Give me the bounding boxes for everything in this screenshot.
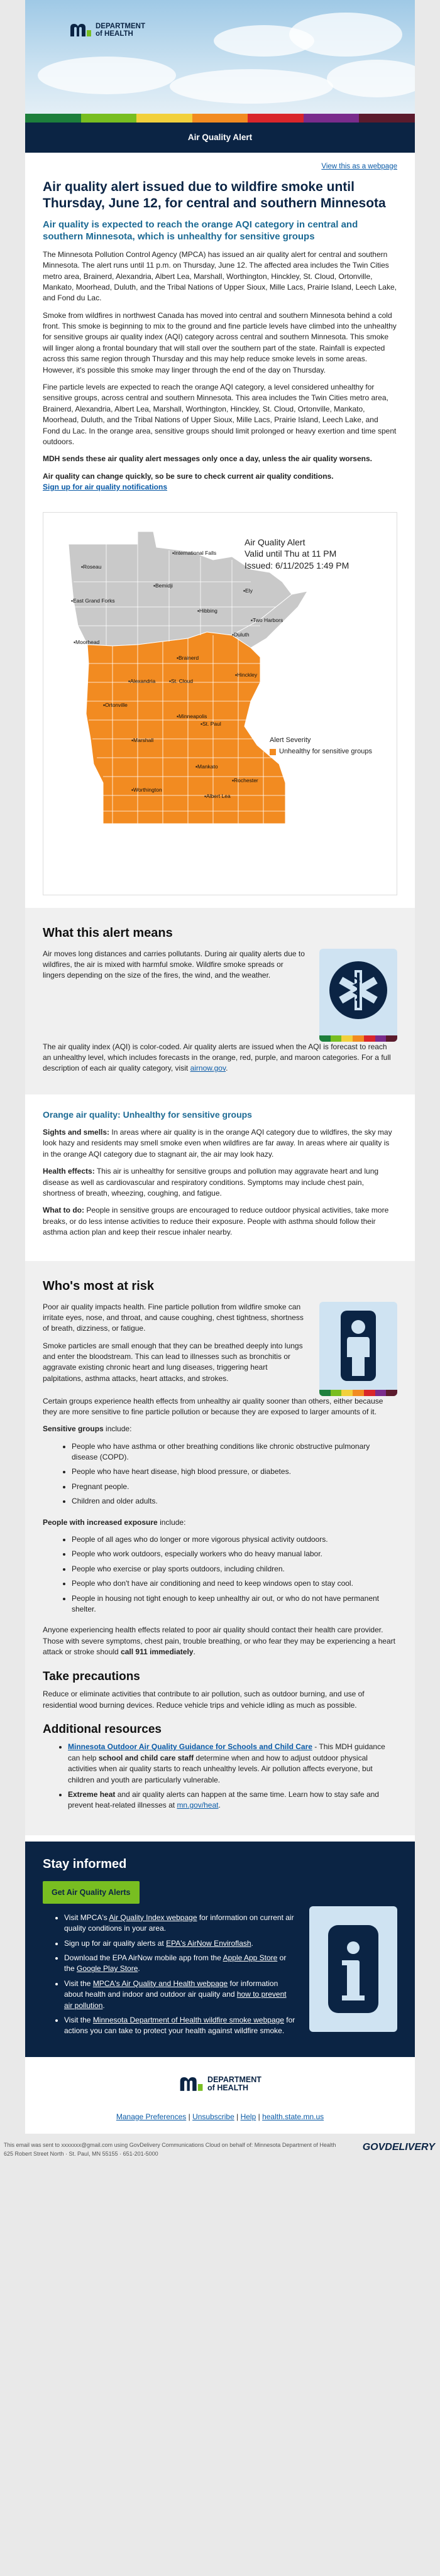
map-issued: Issued: 6/11/2025 1:49 PM (245, 560, 349, 571)
stay-text: . (102, 2000, 105, 2010)
list-item: • People who have heart disease, high blood pressure, or diabetes. (72, 1466, 397, 1477)
aqi-color-stripe (25, 114, 415, 123)
stay-text: . (251, 1938, 253, 1948)
list-item: • People of all ages who do longer or more vigorous physical activity outdoors. (72, 1534, 397, 1545)
map-city-label: ▪Moorhead (74, 638, 100, 645)
orange-aqi-section (25, 1094, 415, 1250)
resource-text: and air quality alerts can happen at the same time. Learn how to stay safe and prevent heat-related illnesses at (68, 1790, 379, 1810)
resource-text: . (218, 1801, 221, 1810)
resources-list (43, 1742, 397, 1821)
help-link[interactable]: Help (240, 2112, 256, 2122)
fine-print-line1: This email was sent to xxxxxxx@gmail.com using GovDelivery Communications Cloud on behalf of: Minnesota Department of Health (4, 2142, 336, 2149)
separator: | (258, 2112, 260, 2122)
footer-logo (179, 2076, 261, 2092)
article-paragraph: Smoke from wildfires in northwest Canada has moved into central and southern Minnesota behind a cold front. This smoke is beginning to mix to the ground and fine particle levels have climbed into the unhealthy for sensitive groups air quality index (AQI) category across central and southern Minnesota. This smoke will linger along a frontal boundary that will stall over the southern part of the state. Rainfall is expected across this same region through Thursday and this may help reduce smoke levels in some areas. However, it's possible this smoke may linger through the end of the day on Thursday. (43, 310, 397, 374)
health-paragraph (43, 1166, 397, 1205)
play-store-link[interactable]: Google Play Store (77, 1964, 138, 1973)
signup-notifications-link[interactable]: Sign up for air quality notifications (43, 483, 168, 492)
footer (25, 2057, 415, 2134)
map-city-label: ▪Marshall (131, 736, 154, 743)
map-city-label: ▪Bemidji (153, 582, 173, 589)
map-city-label: ▪Mankato (195, 763, 218, 770)
info-icon (309, 1906, 397, 2032)
aqi-description-end: . (226, 1064, 228, 1073)
stay-text: Visit MPCA's (64, 1913, 109, 1922)
alert-map (43, 512, 397, 895)
list-item (64, 1953, 295, 1975)
article-paragraph: The Minnesota Pollution Control Agency (MPCA) has issued an air quality alert for central and southern Minnesota. The alert runs until 11 p.m. on Thursday, June 12. The affected area includes the Twin Cities metro area, Brainerd, Alexandria, Albert Lea, Marshall, Worthington, Hinckley, St. Cloud, Ortonville, Mankato, Moorhead, Duluth, and the Tribal Nations of Upper Sioux, Mille Lacs, Prairie Island, Leech Lake, and Fond du Lac. (43, 249, 397, 303)
mdh-smoke-link[interactable]: Minnesota Department of Health wildfire smoke webpage (92, 2016, 284, 2025)
list-item: • People who work outdoors, especially workers who do heavy manual labor. (72, 1549, 397, 1559)
health-text: This air is unhealthy for sensitive groups and pollution may aggravate heart and lung disease as well as cardiovascular and respiratory conditions. Symptoms may include chest pain, shortness of breath, wheezing, coughing, and fatigue. (43, 1167, 379, 1198)
sights-label: Sights and smells: (43, 1128, 110, 1137)
resource-text: determine when and how to adjust outdoor physical activities when air quality starts to reach unhealthy levels. Air pollution affects everyone, but children and youth are particularly vulnerable. (68, 1753, 373, 1784)
map-title: Air Quality Alert (245, 537, 305, 547)
map-city-label: ▪Albert Lea (204, 792, 231, 799)
exposure-intro (43, 1517, 397, 1534)
banner-title: Air Quality Alert (25, 123, 415, 153)
list-item: • People who exercise or play sports outdoors, including children. (72, 1564, 397, 1575)
manage-preferences-link[interactable]: Manage Preferences (116, 2112, 187, 2122)
sensitive-tail: include: (103, 1424, 132, 1434)
sensitive-label: Sensitive groups (43, 1424, 104, 1434)
alert-map-section (25, 499, 415, 908)
map-city-label: ▪St. Paul (201, 720, 221, 727)
health-label: Health effects: (43, 1167, 95, 1176)
list-item (64, 1938, 295, 1949)
mpca-health-link[interactable]: MPCA's Air Quality and Health webpage (92, 1978, 228, 1988)
header-banner (25, 0, 415, 123)
alert-meaning-section (25, 908, 415, 1094)
meaning-heading: What this alert means (43, 925, 173, 940)
stay-text: for information about health and indoor and outdoor air quality and (64, 1978, 278, 1999)
stay-heading: Stay informed (43, 1857, 127, 1871)
risk-section (25, 1261, 415, 1835)
precautions-paragraph: Reduce or eliminate activities that contribute to air pollution, such as outdoor burning, and use of residential wood burning devices. Reduce vehicle trips and vehicle idling as much as possible. (43, 1689, 365, 1710)
orange-heading: Orange air quality: Unhealthy for sensitive groups (43, 1109, 252, 1120)
list-item: • Pregnant people. (72, 1482, 397, 1492)
stay-text: Download the EPA AirNow mobile app from the (64, 1953, 223, 1963)
stay-informed-section (25, 1842, 415, 2057)
emergency-bold: call 911 immediately (118, 1647, 194, 1657)
stay-text: . (138, 1964, 140, 1973)
map-legend (270, 736, 372, 758)
list-item (68, 1789, 397, 1811)
stay-text: Visit the (64, 1978, 93, 1988)
map-city-label: ▪Ely (243, 587, 253, 594)
stay-list (43, 1913, 295, 2037)
school-guidance-link[interactable]: Minnesota Outdoor Air Quality Guidance for Schools and Child Care (68, 1742, 312, 1752)
meaning-paragraph: Air moves long distances and carries pollutants. During air quality alerts due to wildfires, the air is mixed with harmful smoke. Wildfire smoke spreads or lingers depending on the size of the fires, the wind, and the weather. (43, 949, 305, 980)
sensitive-intro (43, 1424, 397, 1441)
todo-label: What to do: (43, 1206, 84, 1215)
alert-title: Air quality alert issued due to wildfire smoke until Thursday, June 12, for central and southern Minnesota (43, 180, 386, 211)
list-item (64, 2015, 295, 2037)
mdh-logo-icon (69, 23, 92, 38)
map-city-label: ▪International Falls (172, 549, 217, 556)
sights-paragraph (43, 1127, 397, 1166)
legend-swatch (270, 749, 276, 755)
stay-text: Visit the (64, 2016, 93, 2025)
map-city-label: ▪East Grand Forks (71, 597, 115, 604)
todo-paragraph (43, 1205, 397, 1244)
aqi-description-text: The air quality index (AQI) is color-coded. Air quality alerts are issued when the AQI is forecast to reach an unhealthy level, which includes forecasts in the orange, red, purple, and maroon categories. For a full description of each air quality category, visit (43, 1042, 391, 1073)
risk-paragraph: Smoke particles are small enough that they can be breathed deeply into lungs and enter the bloodstream. This can lead to illnesses such as bronchitis or aggravate existing chronic heart and lung diseases, triggering heart palpitations, asthma attacks, heart attacks, and strokes. (43, 1341, 303, 1383)
email-container (25, 0, 415, 2134)
logo-line2: of HEALTH (96, 30, 133, 38)
unsubscribe-link[interactable]: Unsubscribe (192, 2112, 234, 2122)
separator: | (236, 2112, 239, 2122)
logo-line1: DEPARTMENT (207, 2075, 261, 2084)
legend-title: Alert Severity (270, 736, 311, 744)
govdelivery-logo: GOVDELIVERY (362, 2142, 435, 2153)
resource-text: - This MDH guidance can help (68, 1742, 385, 1762)
list-item: • Children and older adults. (72, 1496, 397, 1507)
mdh-logo (69, 23, 145, 38)
enviroflash-link[interactable]: EPA's AirNow Enviroflash (166, 1938, 251, 1948)
map-valid: Valid until Thu at 11 PM (245, 548, 337, 559)
emergency-end: . (193, 1647, 195, 1657)
risk-heading: Who's most at risk (43, 1279, 155, 1293)
person-icon (319, 1302, 397, 1396)
view-webpage-link[interactable]: View this as a webpage (321, 162, 397, 170)
map-header (245, 537, 349, 572)
list-item: • People who have asthma or other breathing conditions like chronic obstructive pulmonary disease (COPD). (72, 1441, 397, 1463)
prevent-pollution-link[interactable]: how to prevent air pollution (64, 1990, 287, 2010)
logo-line1: DEPARTMENT (96, 23, 146, 30)
exposure-label: People with increased exposure (43, 1517, 158, 1527)
frequency-note: MDH sends these air quality alert messages only once a day, unless the air quality worsens. (43, 454, 372, 464)
sensitive-groups-list (43, 1441, 397, 1517)
map-city-label: ▪Duluth (232, 631, 250, 638)
map-city-label: ▪St. Cloud (169, 677, 193, 684)
logo-line2: of HEALTH (207, 2083, 249, 2092)
list-item: • People in housing not tight enough to keep unhealthy air out, or who do not have permanent shelter. (72, 1593, 397, 1615)
list-item (68, 1742, 397, 1786)
risk-paragraph: Poor air quality impacts health. Fine particle pollution from wildfire smoke can irritate eyes, nose, and throat, and cause coughing, chest tightness, shortness of breath, dizziness, or fatigue. (43, 1302, 304, 1333)
stay-text: or the (64, 1953, 287, 1973)
stay-text: for actions you can take to protect your health against wildfire smoke. (64, 2016, 295, 2036)
exposure-list (43, 1534, 397, 1625)
heat-link[interactable]: mn.gov/heat (177, 1801, 219, 1810)
sights-text: In areas where air quality is in the orange AQI category due to wildfires, the sky may look hazy and residents may smell smoke even when wildfires are far away. In areas where air quality is in the orange AQI category due to stagnant air, the air may look hazy. (43, 1128, 392, 1159)
map-city-label: ▪Rochester (232, 777, 258, 783)
list-item: • People who don't have air conditioning and need to keep windows open to stay cool. (72, 1578, 397, 1589)
medical-icon (319, 949, 397, 1042)
map-city-label: ▪Minneapolis (177, 712, 207, 719)
mdh-logo-icon (179, 2076, 204, 2092)
resource-bold: school and child care staff (98, 1753, 194, 1762)
resources-heading: Additional resources (43, 1722, 162, 1736)
legend-item: Unhealthy for sensitive groups (279, 748, 372, 756)
map-city-label: ▪Worthington (131, 786, 162, 793)
get-alerts-button[interactable]: Get Air Quality Alerts (43, 1881, 140, 1904)
list-item (64, 1913, 295, 1935)
risk-paragraph (43, 1625, 397, 1664)
precautions-heading: Take precautions (43, 1669, 140, 1683)
app-store-link[interactable]: Apple App Store (223, 1953, 278, 1963)
stay-text: Sign up for air quality alerts at (64, 1938, 167, 1948)
conditions-note (25, 471, 415, 482)
stay-text: for information on current air quality conditions in your area. (64, 1913, 294, 1933)
map-city-label: ▪Ortonville (103, 701, 128, 708)
emergency-text: Anyone experiencing health effects related to poor air quality should contact their health care provider. Those with severe symptoms, chest pain, trouble breathing, or who fear they may be experiencing a heart attack or stroke should (43, 1625, 395, 1657)
resource-bold: Extreme heat (68, 1790, 116, 1799)
risk-paragraph: Certain groups experience health effects from unhealthy air quality sooner than others, either because they are more sensitive to fine particle pollution or because they are exposed to larger amounts of it. (43, 1396, 383, 1416)
footer-links (25, 2112, 415, 2122)
website-link[interactable]: health.state.mn.us (262, 2112, 324, 2122)
todo-text: People in sensitive groups are encouraged to reduce outdoor physical activities, take more breaks, or do less intense activities to reduce their exposure. People with asthma should follow their asthma action plan and keep their rescue inhaler nearby. (43, 1206, 389, 1237)
map-city-label: ▪Alexandria (128, 677, 156, 684)
map-city-label: ▪Brainerd (177, 654, 199, 661)
map-city-label: ▪Hibbing (197, 607, 217, 614)
fine-print-line2: 625 Robert Street North · St. Paul, MN 55155 · 651-201-5000 (4, 2150, 158, 2157)
alert-subtitle: Air quality is expected to reach the orange AQI category in central and southern Minnesota, which is unhealthy for sensitive groups (43, 219, 358, 243)
map-city-label: ▪Two Harbors (251, 616, 283, 623)
map-city-label: ▪Roseau (81, 563, 102, 570)
aqi-webpage-link[interactable]: Air Quality Index webpage (109, 1913, 197, 1922)
aqi-description (43, 1042, 397, 1081)
map-city-label: ▪Hinckley (235, 671, 258, 678)
fine-print (0, 2134, 440, 2165)
exposure-tail: include: (157, 1517, 186, 1527)
article-paragraph: Fine particle levels are expected to reach the orange AQI category, a level considered unhealthy for sensitive groups, across central and southern Minnesota. This area includes the Twin Cities metro area, Brainerd, Alexandria, Albert Lea, Marshall, Worthington, Hinckley, St. Cloud, Ortonville, Mankato, Moorhead, Duluth, and the Tribal Nations of Upper Sioux, Mille Lacs, Prairie Island, Leech Lake, and Fond du Lac. In the orange area, sensitive groups should limit prolonged or heavy exertion and time spent outdoors. (43, 383, 397, 446)
separator: | (188, 2112, 190, 2122)
list-item (64, 1978, 295, 2011)
conditions-note-text: Air quality can change quickly, so be sure to check current air quality conditions. (43, 471, 334, 481)
airnow-link[interactable]: airnow.gov (190, 1064, 226, 1073)
